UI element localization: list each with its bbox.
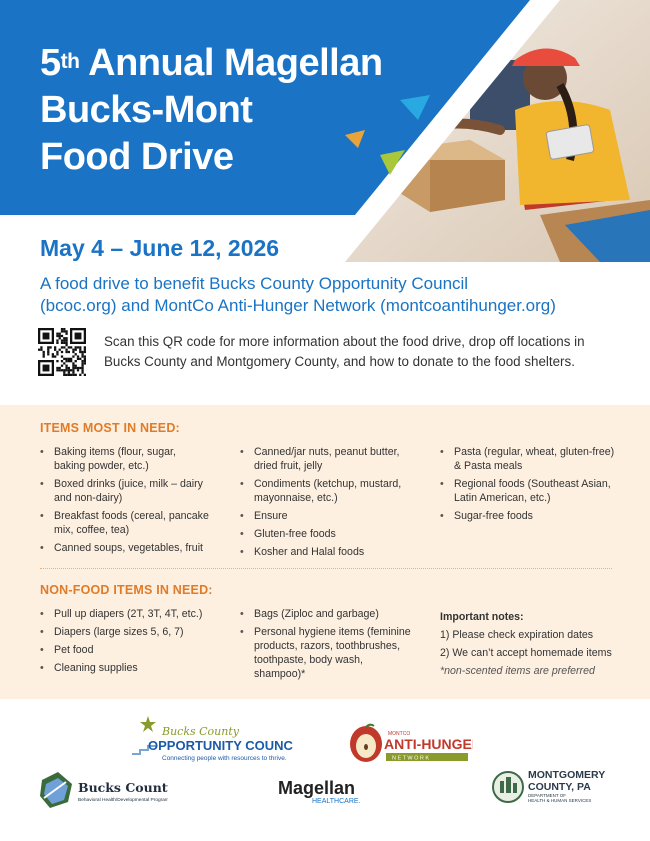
list-item: • Pasta (regular, wheat, gluten-free) & Pasta meals xyxy=(440,445,615,473)
list-item: • Diapers (large sizes 5, 6, 7) xyxy=(40,625,225,639)
hero-banner xyxy=(0,0,650,262)
nonfood-list-col1 xyxy=(40,607,225,679)
event-dates: May 4 – June 12, 2026 xyxy=(40,235,280,261)
star-icon xyxy=(140,716,156,732)
svg-text:HEALTH & HUMAN SERVICES: HEALTH & HUMAN SERVICES xyxy=(528,798,592,803)
important-notes xyxy=(440,610,630,678)
list-item: • Kosher and Halal foods xyxy=(240,545,415,559)
svg-text:ANTI-HUNGER: ANTI-HUNGER xyxy=(384,736,473,752)
list-item: • Cleaning supplies xyxy=(40,661,225,675)
svg-text:DEPARTMENT OF: DEPARTMENT OF xyxy=(528,793,567,798)
note-homemade: 2) We can’t accept homemade items xyxy=(440,647,612,659)
magellan-logo[interactable] xyxy=(276,776,376,808)
page-title: 5th Annual Magellan Bucks-Mont Food Drive xyxy=(40,42,383,178)
bcoc-logo[interactable] xyxy=(128,710,293,765)
list-item: • Bags (Ziploc and garbage) xyxy=(240,607,415,621)
qr-code[interactable] xyxy=(38,328,86,376)
svg-text:COUNTY, PA: COUNTY, PA xyxy=(528,781,591,793)
svg-text:OPPORTUNITY COUNCIL: OPPORTUNITY COUNCIL xyxy=(148,738,293,753)
anti-hunger-logo[interactable] xyxy=(348,723,473,765)
list-item: • Baking items (flour, sugar, baking powder, etc.) xyxy=(40,445,210,473)
note-expiration: 1) Please check expiration dates xyxy=(440,629,594,641)
note-unscented: *non-scented items are preferred xyxy=(440,665,595,677)
list-item: • Sugar-free foods xyxy=(440,509,615,523)
svg-text:Bucks County: Bucks County xyxy=(162,725,239,738)
svg-text:HEALTHCARE.: HEALTHCARE. xyxy=(312,798,361,805)
montgomery-county-logo[interactable] xyxy=(492,765,622,810)
svg-text:Magellan: Magellan xyxy=(278,778,356,798)
list-item: • Breakfast foods (cereal, pancake mix, coffee, tea) xyxy=(40,509,210,537)
scan-instructions: Scan this QR code for more information about the food drive, drop off locations in Bucks County and Montgomery County, and how to donate to the food shelters. xyxy=(104,334,585,369)
svg-text:Behavioral Health/Developmenta: Behavioral Health/Developmental Programs xyxy=(78,798,168,803)
list-item: • Regional foods (Southeast Asian, Latin American, etc.) xyxy=(440,477,615,505)
svg-text:N E T W O R K: N E T W O R K xyxy=(392,755,430,762)
bucks-county-bh-logo[interactable] xyxy=(38,770,168,812)
list-item: • Pull up diapers (2T, 3T, 4T, etc.) xyxy=(40,607,225,621)
items-most-in-need-heading: ITEMS MOST IN NEED: xyxy=(40,421,180,435)
list-item: • Personal hygiene items (feminine products, razors, toothbrushes, toothpaste, body wash, shampoo)* xyxy=(240,625,415,681)
benefit-text: A food drive to benefit Bucks County Opportunity Council (bcoc.org) and MontCo Anti-Hunger Network (montcoantihunger.org) xyxy=(40,274,556,315)
svg-text:Connecting people with resourc: Connecting people with resources to thrive. xyxy=(162,755,287,762)
non-food-heading: NON-FOOD ITEMS IN NEED: xyxy=(40,583,213,597)
section-divider xyxy=(40,568,612,569)
food-list-col3 xyxy=(440,445,615,527)
list-item: • Canned soups, vegetables, fruit xyxy=(40,541,210,555)
list-item: • Boxed drinks (juice, milk – dairy and non-dairy) xyxy=(40,477,210,505)
nonfood-list-col2 xyxy=(240,607,415,685)
list-item: • Condiments (ketchup, mustard, mayonnaise, etc.) xyxy=(240,477,415,505)
svg-text:Bucks County: Bucks County xyxy=(78,780,168,795)
food-list-col2 xyxy=(240,445,415,563)
list-item: • Pet food xyxy=(40,643,225,657)
svg-text:MONTGOMERY: MONTGOMERY xyxy=(528,769,606,781)
list-item: • Gluten-free foods xyxy=(240,527,415,541)
notes-heading: Important notes: xyxy=(440,611,524,623)
food-list-col1 xyxy=(40,445,210,559)
list-item: • Ensure xyxy=(240,509,415,523)
list-item: • Canned/jar nuts, peanut butter, dried fruit, jelly xyxy=(240,445,415,473)
svg-text:MONTCO: MONTCO xyxy=(388,731,411,737)
